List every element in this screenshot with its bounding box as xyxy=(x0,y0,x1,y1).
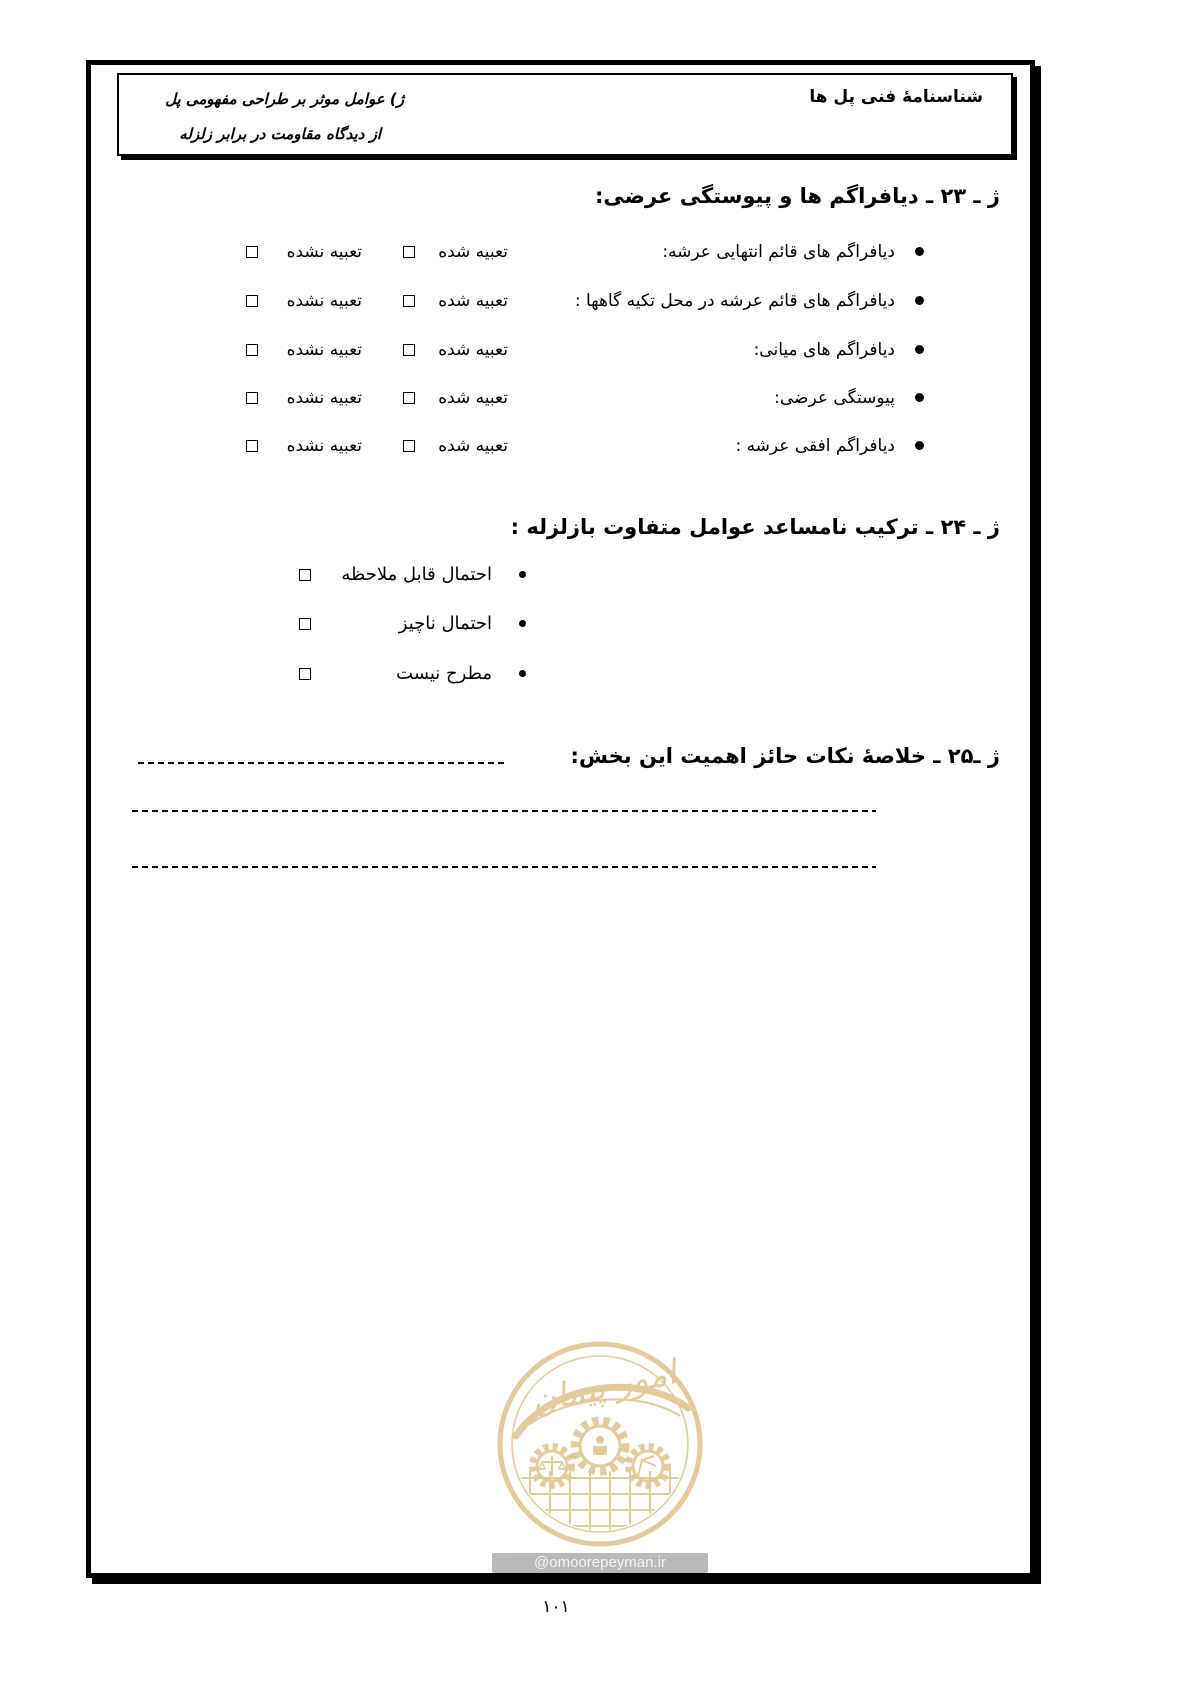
option-not-installed-label: تعبیه نشده xyxy=(286,291,362,311)
item-label: دیافراگم های میانی: xyxy=(753,340,895,360)
installed-checkbox xyxy=(403,344,415,356)
dotted-fill-line xyxy=(132,866,876,868)
checklist-row xyxy=(0,338,1190,362)
document-title: شناسنامهٔ فنی پل ها xyxy=(809,87,983,107)
item-label: دیافراگم های قائم عرشه در محل تکیه گاهها : xyxy=(574,291,895,311)
option-installed-label: تعبیه شده xyxy=(438,242,508,262)
installed-checkbox xyxy=(403,295,415,307)
checklist-row xyxy=(0,612,1190,636)
checklist-row xyxy=(0,563,1190,587)
not-installed-checkbox xyxy=(246,344,258,356)
bullet-icon xyxy=(915,247,924,256)
checklist-row xyxy=(0,240,1190,264)
installed-checkbox xyxy=(403,392,415,404)
not-installed-checkbox xyxy=(246,246,258,258)
section-title-line1: ژ) عوامل موثر بر طراحی مفهومی پل xyxy=(165,90,404,108)
not-installed-checkbox xyxy=(246,295,258,307)
watermark: @omoorepeyman.ir xyxy=(492,1553,708,1573)
item-label: احتمال ناچیز xyxy=(398,613,492,634)
item-label: دیافراگم های قائم انتهایی عرشه: xyxy=(662,242,895,262)
checklist-row xyxy=(0,434,1190,458)
checklist-row xyxy=(0,662,1190,686)
bullet-icon xyxy=(915,393,924,402)
dotted-fill-line xyxy=(132,810,876,812)
omoorepeyman-logo xyxy=(490,1326,710,1556)
bullet-icon xyxy=(519,670,526,677)
not-installed-checkbox xyxy=(246,392,258,404)
section-24-heading: ژ ـ ۲۴ ـ ترکیب نامساعد عوامل متفاوت بازلزله : xyxy=(510,515,1000,539)
option-not-installed-label: تعبیه نشده xyxy=(286,436,362,456)
section-23-heading: ژ ـ ۲۳ ـ دیافراگم ها و پیوستگی عرضی: xyxy=(595,184,1000,208)
not-installed-checkbox xyxy=(246,440,258,452)
checklist-row xyxy=(0,289,1190,313)
bullet-icon xyxy=(519,571,526,578)
option-checkbox xyxy=(299,668,311,680)
bullet-icon xyxy=(915,441,924,450)
gear-icon xyxy=(575,1421,625,1471)
bullet-icon xyxy=(915,296,924,305)
scales-icon xyxy=(533,1447,571,1485)
section-title-line2: از دیدگاه مقاومت در برابر زلزله xyxy=(179,125,381,143)
item-label: دیافراگم افقی عرشه : xyxy=(735,436,895,456)
option-installed-label: تعبیه شده xyxy=(438,436,508,456)
installed-checkbox xyxy=(403,440,415,452)
option-checkbox xyxy=(299,569,311,581)
dotted-fill-line xyxy=(138,762,508,764)
option-checkbox xyxy=(299,618,311,630)
crane-icon xyxy=(629,1447,667,1485)
section-25-heading: ژ ـ۲۵ ـ خلاصهٔ نکات حائز اهمیت این بخش: xyxy=(570,744,1000,768)
checklist-row xyxy=(0,386,1190,410)
installed-checkbox xyxy=(403,246,415,258)
item-label: مطرح نیست xyxy=(396,663,492,684)
page-number: ۱۰۱ xyxy=(542,1597,570,1617)
option-installed-label: تعبیه شده xyxy=(438,291,508,311)
option-not-installed-label: تعبیه نشده xyxy=(286,340,362,360)
option-installed-label: تعبیه شده xyxy=(438,388,508,408)
item-label: احتمال قابل ملاحظه xyxy=(341,564,492,585)
bullet-icon xyxy=(915,345,924,354)
option-not-installed-label: تعبیه نشده xyxy=(286,242,362,262)
option-installed-label: تعبیه شده xyxy=(438,340,508,360)
item-label: پیوستگی عرضی: xyxy=(774,388,895,408)
bullet-icon xyxy=(519,620,526,627)
option-not-installed-label: تعبیه نشده xyxy=(286,388,362,408)
logo-lettering: امور پیمان xyxy=(527,1352,680,1423)
